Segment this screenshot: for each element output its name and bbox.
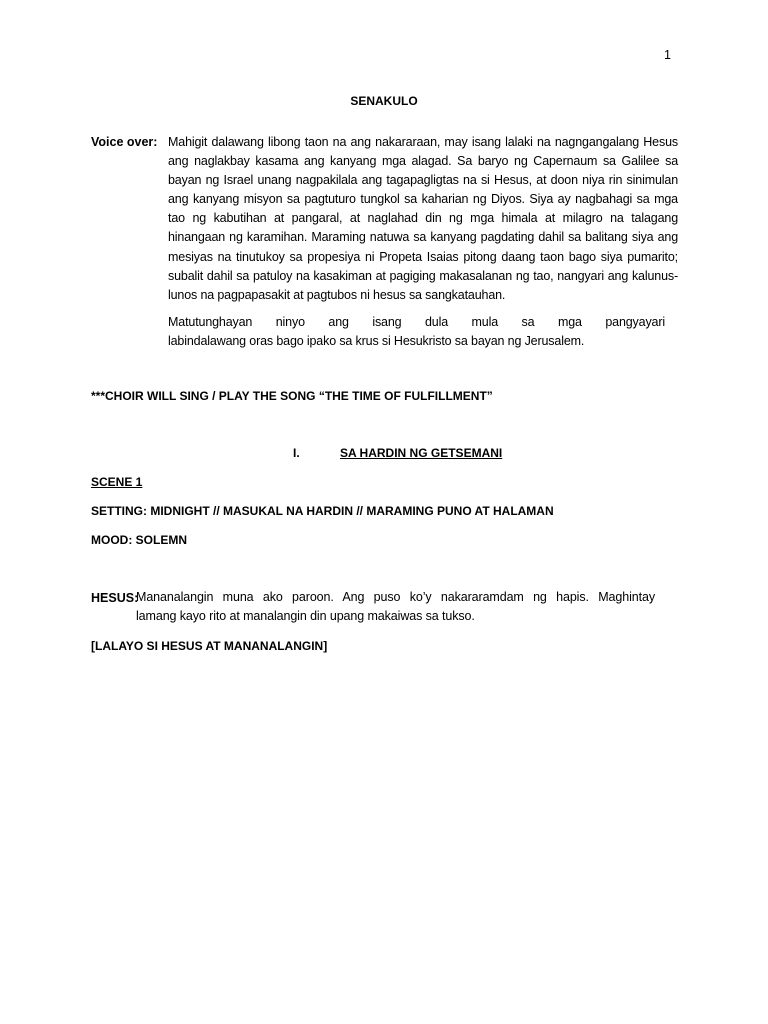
scene-mood: MOOD: SOLEMN	[91, 533, 187, 547]
voice-over-label: Voice over:	[91, 135, 158, 149]
scene-label: SCENE 1	[91, 475, 143, 489]
page-number: 1	[664, 48, 671, 62]
voice-over-paragraph-2-line-1: Matutunghayan ninyo ang isang dula mula sa mga pangyayari	[168, 315, 665, 329]
dialogue-speaker: HESUS:	[91, 591, 139, 605]
stage-direction: [LALAYO SI HESUS AT MANANALANGIN]	[91, 639, 328, 653]
choir-note: ***CHOIR WILL SING / PLAY THE SONG “THE TIME OF FULFILLMENT”	[91, 389, 493, 403]
section-number: I.	[293, 446, 300, 460]
voice-over-paragraph-2-line-2: labindalawang oras bago ipako sa krus si Hesukristo sa bayan ng Jerusalem.	[168, 334, 585, 349]
dialogue-line-1: Mananalangin muna ako paroon. Ang puso ko’y nakararamdam ng hapis. Maghintay	[136, 590, 655, 604]
voice-over-paragraph-2	[168, 313, 668, 351]
voice-over-paragraph-1: Mahigit dalawang libong taon na ang nakararaan, may isang lalaki na nagngangalang Hesus ang naglakbay kasama ang kanyang mga alagad. Sa baryo ng Capernaum sa Galilee sa bayan ng Israel unang nagpakilala ang tagapagligtas na si Hesus, at doon niya rin sinimulan ang kanyang misyon sa pagtuturo tungkol sa kaharian ng Diyos. Siya ay nagbahagi sa mga tao ng kabutihan at pangaral, at naglahad din ng mga himala at milagro na talagang hinangaan ng karamihan. Maraming natuwa sa kanyang pagdating dahil sa balitang siya ang mesiyas na tinutukoy sa propesiya ni Propeta Isaias pitong daang taon bago siya pumarito; subalit dahil sa patuloy na kasakiman at pagiging makasalanan ng tao, nangyari ang kalunus-lunos na pagpapasakit at pagtubos ni hesus sa sangkatauhan.	[168, 135, 678, 302]
section-title: SA HARDIN NG GETSEMANI	[340, 446, 503, 460]
document-title: SENAKULO	[350, 94, 418, 108]
dialogue-line-2: lamang kayo rito at manalangin din upang makaiwas sa tukso.	[136, 609, 475, 623]
scene-setting: SETTING: MIDNIGHT // MASUKAL NA HARDIN // MARAMING PUNO AT HALAMAN	[91, 504, 554, 518]
